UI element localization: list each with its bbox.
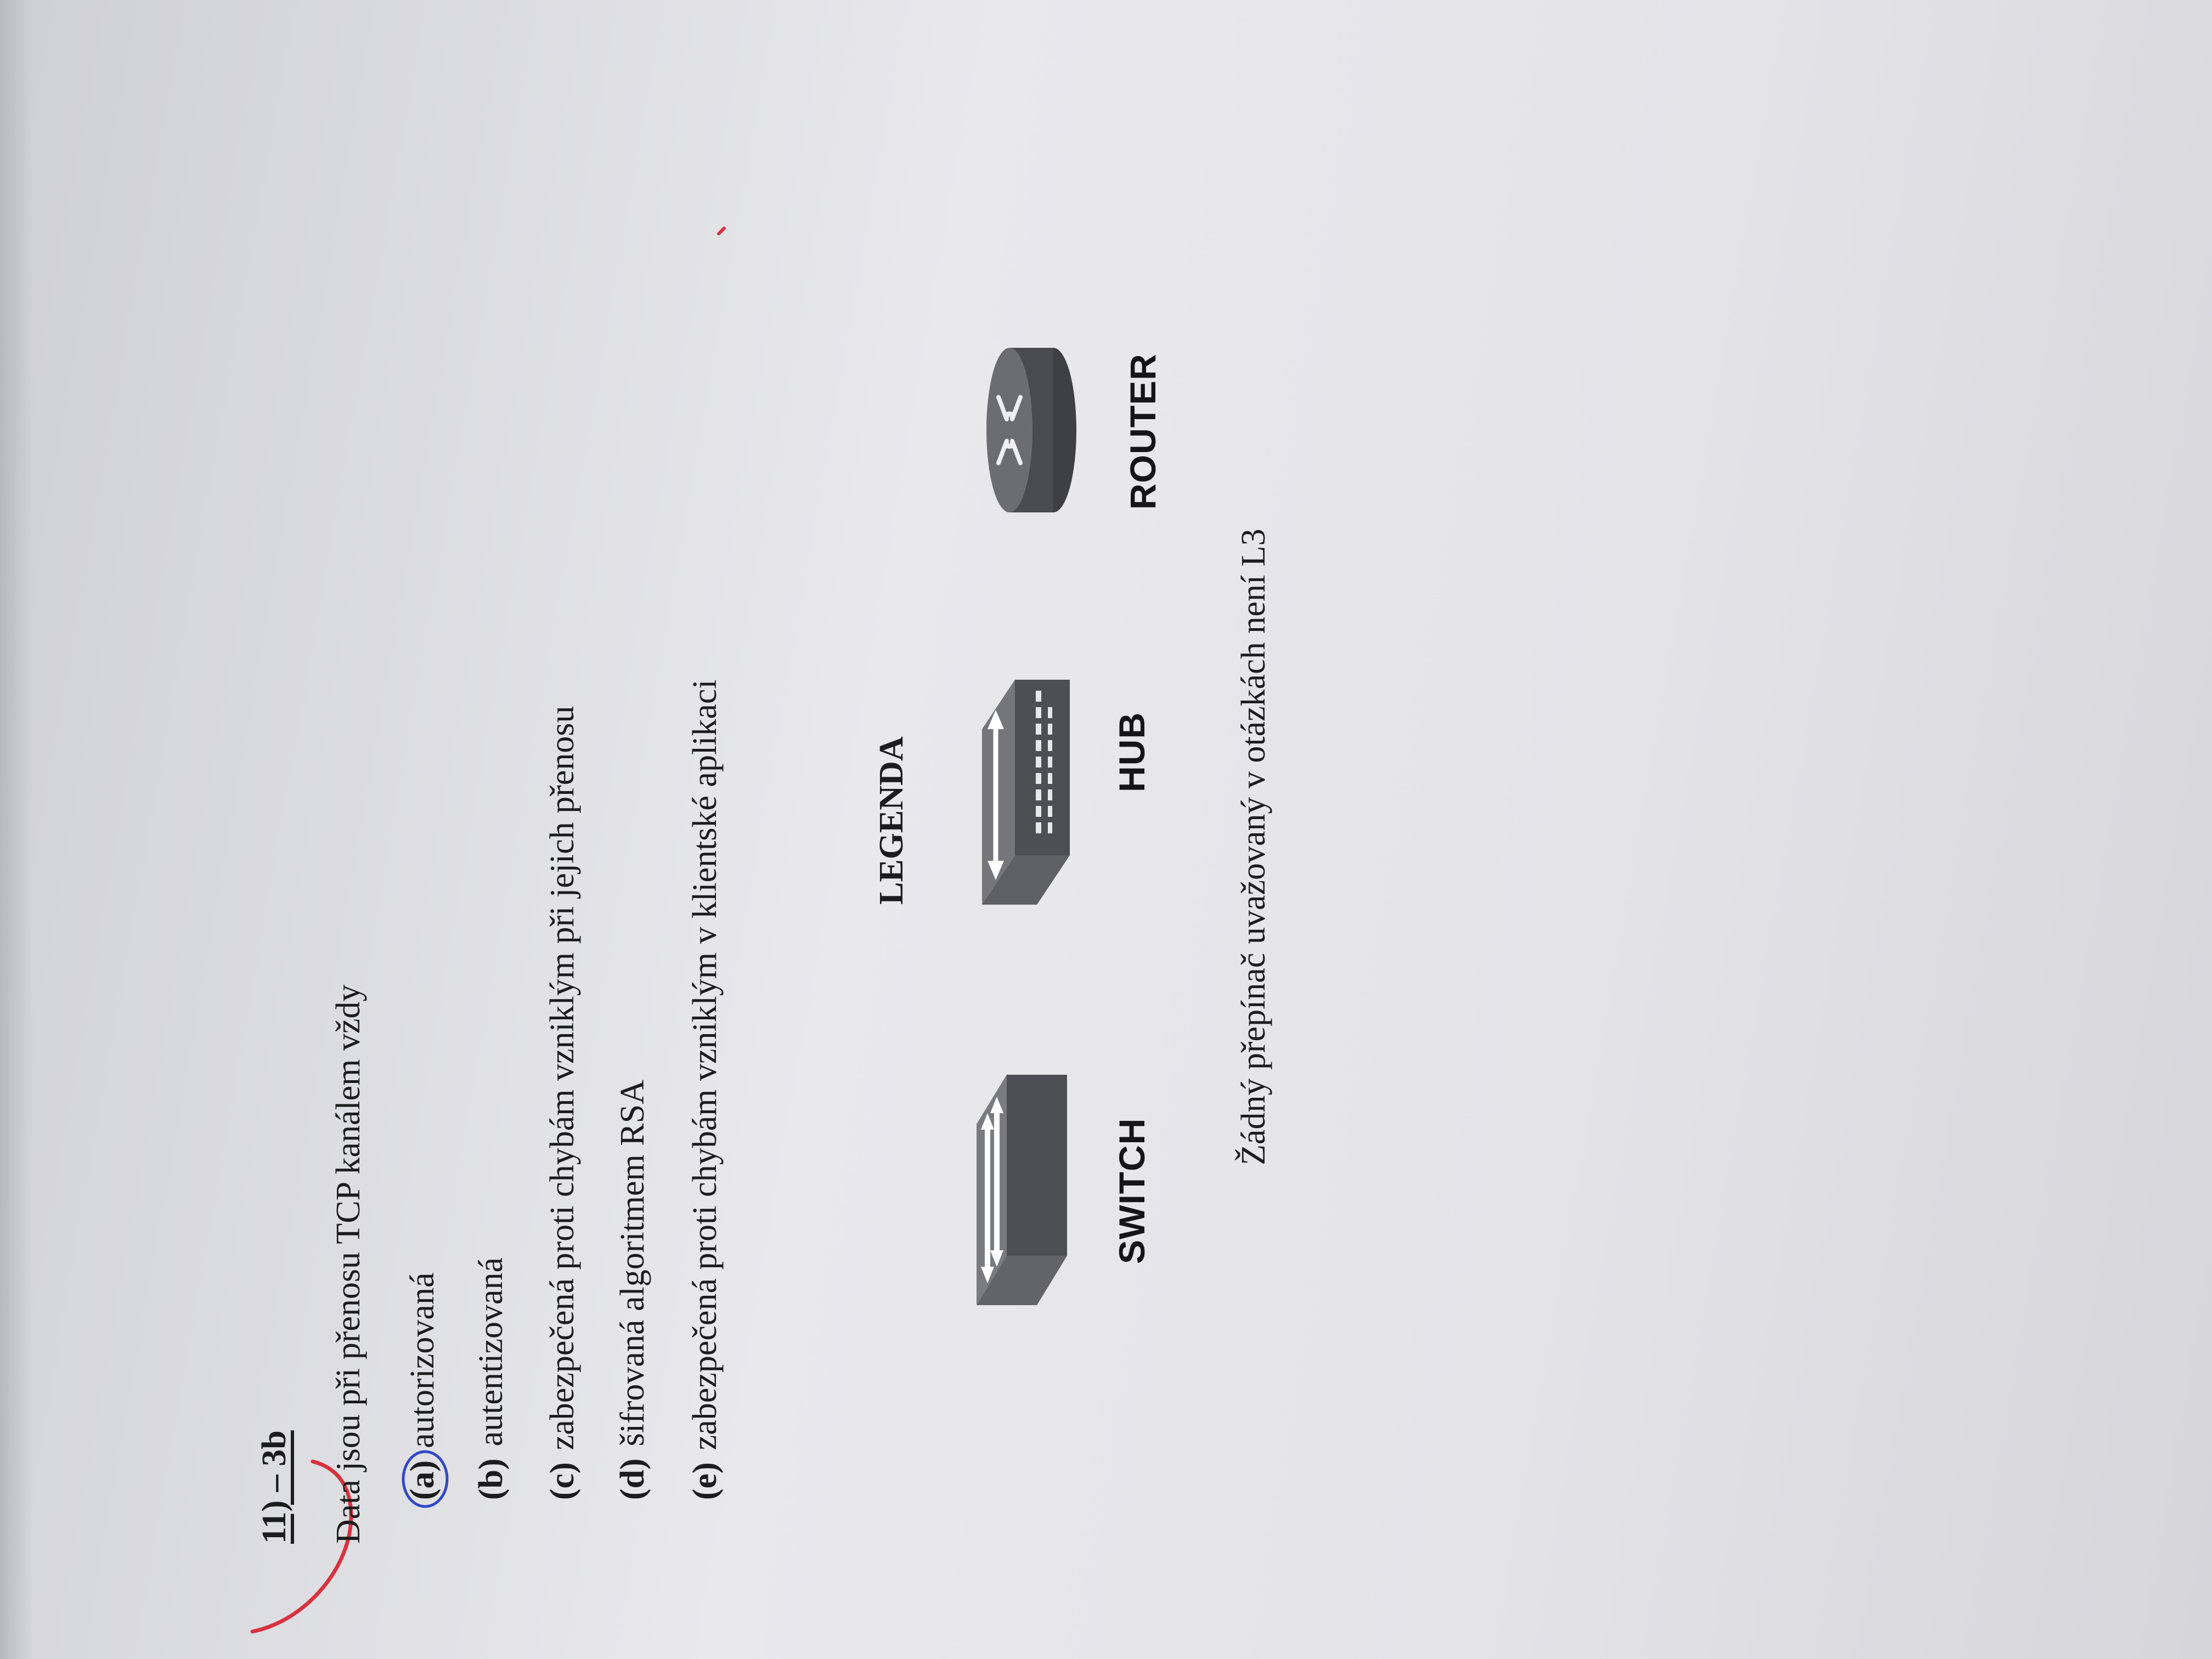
- footer-note: Žádný přepínač uvažovaný v otázkách není L3: [1235, 528, 1272, 1165]
- option-text: autentizovaná: [472, 1257, 510, 1447]
- option-c[interactable]: [543, 706, 582, 1500]
- switch-icon: [963, 1069, 1073, 1305]
- option-label: (e): [686, 1462, 724, 1500]
- option-e[interactable]: [686, 679, 725, 1500]
- option-text: zabezpečená proti chybám vzniklým v klientské aplikaci: [686, 679, 724, 1451]
- hub-icon: [966, 674, 1075, 905]
- option-b[interactable]: [472, 1257, 511, 1500]
- red-pen-dot-icon: [713, 222, 730, 238]
- hub-label: HUB: [1111, 712, 1152, 792]
- router-label: ROUTER: [1122, 353, 1163, 510]
- option-label: (c): [544, 1462, 581, 1500]
- option-label: (d): [614, 1458, 651, 1500]
- option-d[interactable]: [613, 1080, 652, 1500]
- option-label: (b): [472, 1458, 510, 1500]
- option-text: autorizovaná: [404, 1272, 441, 1448]
- question-number: 11) – 3b: [256, 1430, 293, 1544]
- question-text: Data jsou při přenosu TCP kanálem vždy: [330, 984, 367, 1544]
- switch-label: SWITCH: [1111, 1118, 1152, 1264]
- blue-answer-circle-icon: [398, 1445, 453, 1511]
- router-icon: [971, 342, 1081, 518]
- option-label: (a): [404, 1460, 441, 1500]
- option-text: zabezpečená proti chybám vzniklým při jejich přenosu: [544, 706, 581, 1451]
- option-text: šifrovaná algoritmem RSA: [614, 1080, 651, 1447]
- legend-title: LEGENDA: [873, 736, 910, 905]
